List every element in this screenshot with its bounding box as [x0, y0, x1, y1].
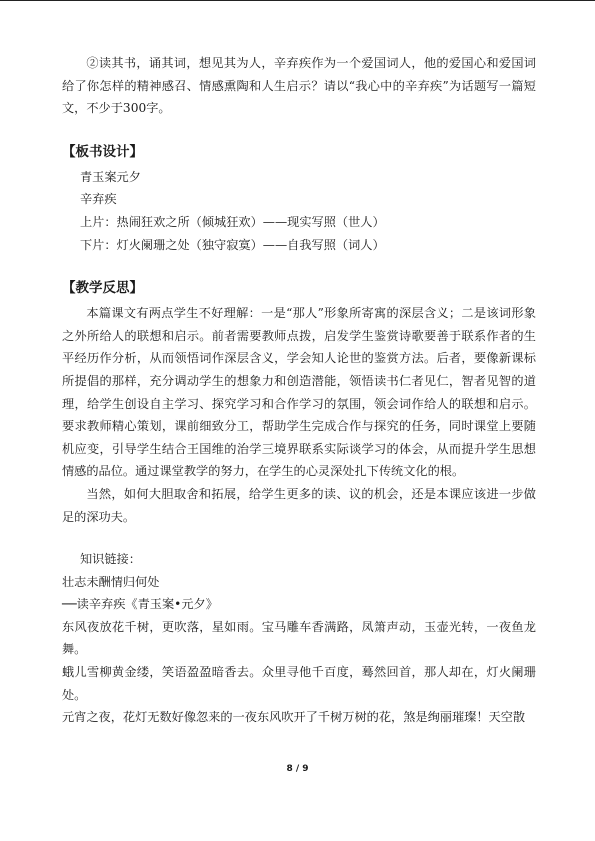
- teaching-reflection: [62, 302, 536, 528]
- article-paragraph: 元宵之夜，花灯无数好像忽来的一夜东风吹开了千树万树的花，煞是绚丽璀璨！天空散: [62, 710, 526, 725]
- knowledge-link-label: 知识链接：: [80, 552, 141, 567]
- top-rule: [0, 0, 595, 1]
- question-2: ②读其书，诵其词，想见其为人，辛弃疾作为一个爱国词人，他的爱国心和爱国词给了你怎样的精神感召、情感熏陶和人生启示？请以“我心中的辛弃疾”为话题写一篇短文，不少于300字。: [62, 56, 536, 116]
- board-design-heading: 【板书设计】: [62, 143, 143, 160]
- article-paragraph: 蛾儿雪柳黄金缕，笑语盈盈暗香去。众里寻他千百度，蓦然回首，那人却在，灯火阑珊处。: [62, 665, 536, 702]
- page-number: 8 / 9: [286, 764, 309, 774]
- reflection-paragraph: 当然，如何大胆取舍和拓展，给学生更多的读、议的机会，还是本课应该进一步做足的深功夫。: [62, 486, 536, 524]
- board-line: 辛弃疾: [80, 192, 117, 207]
- teaching-reflection-heading: 【教学反思】: [62, 280, 143, 297]
- board-line: 上片：热闹狂欢之所（倾城狂欢）——现实写照（世人）: [80, 214, 385, 229]
- knowledge-link: [62, 548, 536, 729]
- board-line: 下片：灯火阑珊之处（独守寂寞）——自我写照（词人）: [80, 237, 385, 252]
- board-design: [62, 166, 536, 256]
- article-title: 壮志未酬情归何处: [62, 574, 160, 589]
- reflection-paragraph: 本篇课文有两点学生不好理解：一是“那人”形象所寄寓的深层含义；二是该词形象之外所给人的联想和启示。前者需要教师点拨，启发学生鉴赏诗歌要善于联系作者的生平经历作分析，从而领悟词作深层含义，学会知人论世的鉴赏方法。后者，要像新课标所提倡的那样，充分调动学生的想象力和创造潜能，领悟读书仁者见仁，智者见智的道理，给学生创设自主学习、探究学习和合作学习的氛围，领会词作给人的联想和启示。要求教师精心策划，课前细致分工，帮助学生完成合作与探究的任务，同时课堂上要随机应变，引导学生结合王国维的治学三境界联系实际谈学习的体会，从而提升学生思想情感的品位。通过课堂教学的努力，在学生的心灵深处扎下传统文化的根。: [62, 306, 536, 479]
- document-page: [62, 52, 536, 729]
- board-line: 青玉案元夕: [80, 169, 141, 184]
- article-paragraph: 东风夜放花千树，更吹落，星如雨。宝马雕车香满路，凤箫声动，玉壶光转，一夜鱼龙舞。: [62, 619, 536, 657]
- article-byline: ──读辛弃疾《青玉案•元夕》: [62, 597, 218, 612]
